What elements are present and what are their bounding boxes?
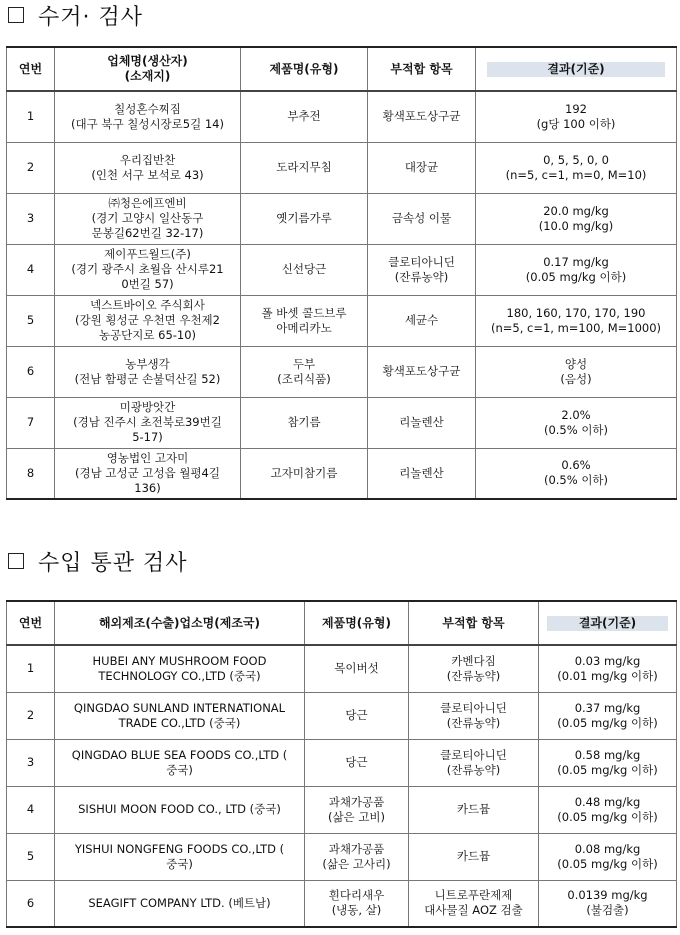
header-item: 부적합 항목 (368, 47, 476, 91)
cell-item-line: 카벤다짐 (451, 653, 496, 668)
cell-company-line: (경기 고양시 일산동구 (91, 211, 204, 225)
cell-company-line: SEAGIFT COMPANY LTD. (베트남) (88, 895, 271, 910)
cell-company-line: 0번길 57) (121, 277, 174, 291)
header-product: 제품명(유형) (305, 601, 409, 645)
header-company-sub-label: (소재지) (124, 69, 171, 83)
table-row (7, 833, 677, 880)
cell-product-line: 옛기름가루 (276, 211, 332, 225)
cell-no: 1 (7, 645, 55, 692)
cell-company-line: ㈜청은에프엔비 (108, 196, 187, 210)
cell-item-line: (잔류농약) (446, 762, 501, 777)
cell-company-line: 영농법인 고자미 (106, 450, 189, 465)
cell-result-line: (불검출) (586, 903, 629, 918)
cell-result-line: 0.48 mg/kg (574, 794, 641, 809)
cell-company-line: (인천 서구 보석로 43) (91, 167, 204, 182)
cell-company-line: 중국) (166, 856, 193, 871)
cell-company-line: 칠성혼수찌짐 (114, 101, 181, 116)
cell-company-line: (전남 함평군 손불덕산길 52) (74, 371, 221, 386)
table-row (7, 739, 677, 786)
cell-result (476, 448, 677, 499)
import-inspection-table (6, 600, 677, 928)
cell-result (476, 295, 677, 346)
cell-company (55, 692, 305, 739)
cell-company-line: SISHUI MOON FOOD CO., LTD (중국) (78, 802, 281, 816)
cell-result-line: 0.37 mg/kg (574, 700, 641, 715)
cell-item (368, 142, 476, 193)
cell-item (409, 880, 539, 927)
cell-item-line: 클로티아니딘 (440, 747, 507, 762)
cell-product-line: 아메리카노 (276, 320, 332, 335)
cell-result-line: 0, 5, 5, 0, 0 (543, 152, 609, 167)
cell-company-line: TECHNOLOGY CO.,LTD (중국) (98, 668, 261, 683)
cell-product (241, 295, 368, 346)
collection-inspection-table (6, 46, 677, 500)
cell-no: 4 (7, 244, 55, 295)
cell-company-line: 우리집반찬 (119, 152, 176, 167)
cell-result-line: (0.05 mg/kg 이하) (525, 269, 627, 284)
cell-company-line: (경기 광주시 초월읍 산시루21 (71, 262, 224, 276)
cell-item-line: 세균수 (404, 313, 439, 327)
cell-item-line: 대사물질 AOZ 검출 (424, 903, 523, 918)
cell-result-line: 2.0% (561, 407, 591, 422)
cell-company-line: 중국) (166, 762, 193, 777)
cell-result (539, 880, 677, 927)
cell-company (55, 397, 241, 448)
cell-product-line: 신선당근 (281, 262, 327, 276)
header-no: 연번 (7, 47, 55, 91)
cell-product-line: 당근 (345, 755, 368, 769)
cell-product-line: 참기름 (287, 415, 321, 429)
cell-result-line: (0.05 mg/kg 이하) (557, 762, 658, 777)
cell-result-line: 192 (565, 101, 587, 116)
cell-company-line: 넥스트바이오 주식회사 (90, 298, 205, 312)
cell-result-line: 0.58 mg/kg (574, 747, 641, 762)
cell-company (55, 786, 305, 833)
cell-product (241, 193, 368, 244)
cell-company-line: QINGDAO SUNLAND INTERNATIONAL (73, 700, 286, 715)
cell-item-line: 카드뮴 (456, 802, 491, 816)
cell-item-line: 리놀렌산 (399, 415, 444, 429)
cell-result-line: (0.05 mg/kg 이하) (557, 715, 658, 730)
cell-item-line: 카드뮴 (456, 849, 491, 863)
cell-product-line: 목이버섯 (334, 661, 379, 676)
cell-item (409, 645, 539, 692)
section-title-text: 수입 통관 검사 (38, 551, 188, 576)
cell-company (55, 193, 241, 244)
cell-item (368, 397, 476, 448)
cell-product (305, 645, 409, 692)
cell-item-line: (잔류농약) (446, 668, 501, 683)
cell-no: 5 (7, 833, 55, 880)
cell-result (476, 193, 677, 244)
header-company (55, 47, 241, 91)
cell-result (539, 645, 677, 692)
cell-product-line: 부추전 (287, 109, 321, 124)
cell-item (368, 193, 476, 244)
cell-item-line: (잔류농약) (446, 715, 501, 730)
cell-result-line: (n=5, c=1, m=100, M=1000) (490, 320, 662, 335)
cell-no: 2 (7, 692, 55, 739)
cell-company (55, 295, 241, 346)
cell-result-line: (0.01 mg/kg 이하) (557, 668, 658, 683)
cell-product-line: 흰다리새우 (328, 888, 385, 903)
cell-company-line: (경남 진주시 초전북로39번길 (73, 415, 222, 429)
cell-no: 6 (7, 880, 55, 927)
table-row (7, 295, 677, 346)
cell-result (476, 142, 677, 193)
table-row (7, 244, 677, 295)
cell-product (305, 880, 409, 927)
cell-product (241, 448, 368, 499)
cell-company-line: 농부생각 (125, 356, 170, 371)
cell-company (55, 448, 241, 499)
table-row (7, 193, 677, 244)
cell-item (368, 91, 476, 142)
section-title-import (8, 546, 188, 577)
cell-company (55, 645, 305, 692)
table-row (7, 346, 677, 397)
cell-product (305, 692, 409, 739)
cell-no: 8 (7, 448, 55, 499)
cell-item-line: 대장균 (404, 160, 439, 174)
cell-result-line: 0.0139 mg/kg (567, 888, 648, 903)
table-row (7, 397, 677, 448)
cell-company-line: 농공단지로 65-10) (98, 328, 197, 342)
cell-company (55, 880, 305, 927)
cell-result-line: (10.0 mg/kg) (538, 218, 614, 233)
cell-result-line: (n=5, c=1, m=0, M=10) (505, 167, 647, 182)
header-result (539, 601, 677, 645)
cell-product-line: 과채가공품 (328, 841, 385, 856)
cell-product (305, 739, 409, 786)
square-bullet-icon (8, 7, 24, 23)
cell-company-line: 문봉길62번길 32-17) (91, 226, 204, 240)
table-row (7, 448, 677, 499)
cell-company-line: 5-17) (132, 430, 163, 444)
table-row (7, 142, 677, 193)
header-result (476, 47, 677, 91)
cell-company (55, 244, 241, 295)
cell-result (539, 786, 677, 833)
cell-item (368, 244, 476, 295)
cell-result-line: (음성) (560, 371, 592, 386)
cell-item (368, 346, 476, 397)
header-result-label: 결과(기준) (487, 62, 665, 77)
cell-result-line: 20.0 mg/kg (543, 203, 609, 218)
table-row (7, 786, 677, 833)
cell-result-line: 0.08 mg/kg (574, 841, 641, 856)
cell-company-line: TRADE CO.,LTD (중국) (118, 715, 241, 730)
cell-result (539, 692, 677, 739)
cell-result-line: 0.03 mg/kg (574, 653, 641, 668)
cell-no: 6 (7, 346, 55, 397)
cell-no: 7 (7, 397, 55, 448)
cell-no: 2 (7, 142, 55, 193)
cell-item-line: 리놀렌산 (399, 465, 444, 480)
cell-product-line: (삶은 고비) (327, 809, 386, 824)
cell-result-line: 0.17 mg/kg (543, 254, 609, 269)
cell-product-line: 폴 바셋 콜드브루 (261, 305, 347, 320)
cell-item-line: 황색포도상구균 (382, 364, 461, 378)
cell-result (539, 833, 677, 880)
cell-company-line: (강원 횡성군 우천면 우천제2 (75, 313, 220, 327)
cell-result-line: (0.5% 이하) (543, 422, 609, 437)
cell-no: 5 (7, 295, 55, 346)
cell-company (55, 142, 241, 193)
cell-product-line: (조리식품) (277, 371, 331, 386)
section-title-collection (8, 0, 143, 31)
cell-result (476, 244, 677, 295)
cell-item-line: 금속성 이물 (391, 211, 452, 225)
cell-no: 3 (7, 739, 55, 786)
cell-company (55, 346, 241, 397)
cell-company-line: 미광방앗간 (119, 400, 176, 414)
table-row (7, 645, 677, 692)
cell-product (241, 244, 368, 295)
cell-no: 1 (7, 91, 55, 142)
cell-company-line: 136) (134, 480, 161, 495)
cell-product-line: 도라지무침 (276, 160, 332, 174)
cell-company-line: (경남 고성군 고성읍 월평4길 (75, 465, 220, 480)
cell-product (305, 786, 409, 833)
cell-result-line: 양성 (564, 356, 588, 371)
table-header-row (7, 47, 677, 91)
cell-item-line: 황색포도상구균 (382, 109, 461, 124)
cell-company (55, 739, 305, 786)
header-product: 제품명(유형) (241, 47, 368, 91)
cell-item-line: 클로티아니딘 (440, 700, 507, 715)
cell-item-line: 클로티아니딘 (388, 254, 455, 269)
header-no: 연번 (7, 601, 55, 645)
cell-product-line: 고자미참기름 (270, 465, 338, 480)
cell-item (368, 295, 476, 346)
cell-result (476, 91, 677, 142)
cell-item-line: (잔류농약) (394, 269, 449, 284)
cell-product (241, 91, 368, 142)
cell-no: 3 (7, 193, 55, 244)
section-title-text: 수거· 검사 (38, 5, 143, 30)
cell-company (55, 833, 305, 880)
cell-item (368, 448, 476, 499)
cell-item-line: 니트로푸란제제 (434, 888, 513, 903)
cell-result-line: (g당 100 이하) (536, 116, 616, 131)
cell-product (241, 142, 368, 193)
cell-product (241, 397, 368, 448)
table-row (7, 880, 677, 927)
cell-company-line: (대구 북구 칠성시장로5길 14) (71, 116, 224, 131)
cell-product-line: 두부 (292, 356, 316, 371)
table-row (7, 91, 677, 142)
cell-company-line: 제이푸드월드(주) (104, 247, 191, 261)
square-bullet-icon (8, 553, 24, 569)
cell-result-line: (0.05 mg/kg 이하) (557, 809, 658, 824)
cell-result (539, 739, 677, 786)
table-header-row (7, 601, 677, 645)
header-company: 해외제조(수출)업소명(제조국) (55, 601, 305, 645)
cell-item (409, 833, 539, 880)
cell-product (305, 833, 409, 880)
table-row (7, 692, 677, 739)
cell-product-line: 과채가공품 (328, 794, 385, 809)
cell-result (476, 346, 677, 397)
cell-result (476, 397, 677, 448)
cell-product-line: (냉동, 살) (331, 903, 382, 918)
cell-product-line: (삶은 고사리) (322, 856, 391, 871)
header-item: 부적합 항목 (409, 601, 539, 645)
header-company-label: 업체명(생산자) (107, 54, 188, 68)
cell-product-line: 당근 (345, 708, 368, 722)
cell-result-line: (0.05 mg/kg 이하) (557, 856, 658, 871)
cell-product (241, 346, 368, 397)
cell-result-line: (0.5% 이하) (543, 473, 609, 488)
cell-result-line: 180, 160, 170, 170, 190 (506, 305, 646, 320)
cell-result-line: 0.6% (561, 458, 591, 473)
cell-company-line: YISHUI NONGFENG FOODS CO.,LTD ( (74, 841, 285, 856)
header-result-label: 결과(기준) (547, 616, 668, 631)
cell-company (55, 91, 241, 142)
cell-no: 4 (7, 786, 55, 833)
cell-item (409, 786, 539, 833)
cell-item (409, 692, 539, 739)
cell-company-line: QINGDAO BLUE SEA FOODS CO.,LTD ( (71, 747, 288, 762)
cell-item (409, 739, 539, 786)
cell-company-line: HUBEI ANY MUSHROOM FOOD (92, 653, 267, 668)
